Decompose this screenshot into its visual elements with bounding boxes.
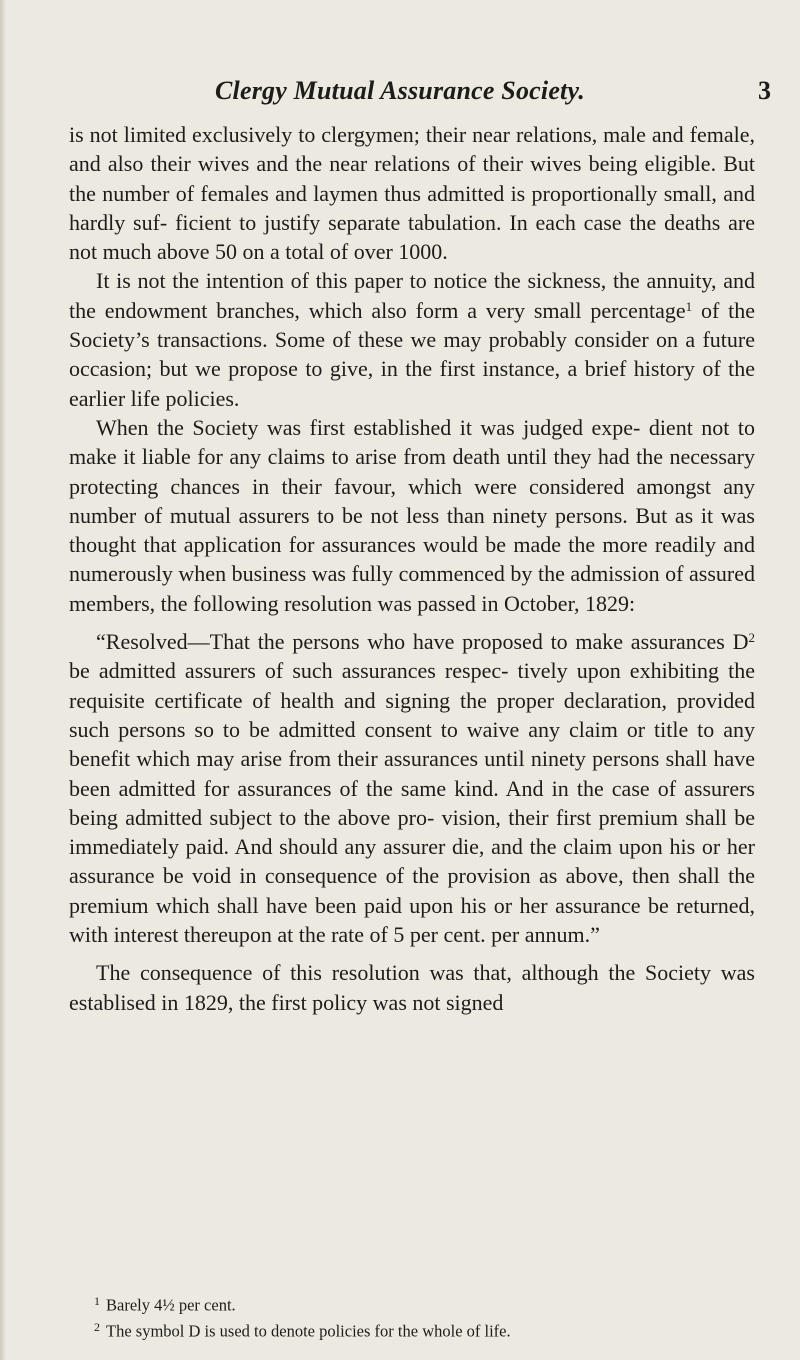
paragraph-2-part-a: It is not the intention of this paper to notice the sickness, the annuity, and the endowment branches, which also form a very small percentage bbox=[69, 268, 755, 323]
footnote-1 bbox=[69, 1290, 755, 1316]
paragraph-2-part-b: of the Society’s transactions. Some of these we may probably consider on a future occasion; but we propose to give, in the first instance, a brief history of the earlier life policies. bbox=[69, 297, 755, 411]
body-text bbox=[69, 120, 755, 1017]
resolution-quote-part-a: “Resolved—That the persons who have proposed to make assurances D bbox=[96, 629, 749, 655]
page-number: 3 bbox=[758, 76, 771, 105]
resolution-quote-part-b: be admitted assurers of such assurances respec- tively upon exhibiting the requisite certificate of health and signing the proper declaration, provided such persons so to be admitted consent to waive any claim or title to any benefit which may arise from their assurances until ninety persons shall have been admitted for assurances of the same kind. And in the case of assurers being admitted subject to the above pro- vision, their first premium shall be immediately paid. And should any assurer die, and the claim upon his or her assurance be void in consequence of the provision as above, then shall the premium which shall have been paid upon his or her assurance be returned, with interest thereupon at the rate of 5 per cent. per annum.” bbox=[69, 658, 755, 948]
resolution-quote bbox=[69, 627, 755, 949]
footnote-1-marker: 1 bbox=[94, 1294, 100, 1308]
footnote-2-marker: 2 bbox=[94, 1320, 100, 1335]
footnote-2-text: The symbol D is used to denote policies for the whole of life. bbox=[106, 1321, 511, 1341]
paragraph-2 bbox=[69, 266, 755, 412]
footnote-ref-1: 1 bbox=[685, 298, 693, 314]
paragraph-3: When the Society was first established it was judged expe- dient not to make it liable for any claims to arise from death until they had the necessary protecting chances in their favour, which were considered amongst any number of mutual assurers to be not less than ninety persons. But as it was thought that application for assurances would be made the more readily and numerously when business was fully commenced by the admission of assured members, the following resolution was passed in October, 1829: bbox=[69, 414, 755, 616]
footnote-ref-2: 2 bbox=[748, 629, 755, 645]
footnotes bbox=[69, 1290, 755, 1343]
paragraph-5: The consequence of this resolution was that, although the Society was establised in 1829, the first policy was not signed bbox=[69, 960, 755, 1015]
footnote-2 bbox=[69, 1316, 755, 1342]
page-edge-shadow bbox=[0, 0, 6, 1360]
running-title: Clergy Mutual Assurance Society. bbox=[215, 76, 585, 105]
footnote-1-text: Barely 4½ per cent. bbox=[106, 1295, 236, 1315]
paragraph-1: is not limited exclusively to clergymen; their near relations, male and female, and also their wives and the near relations of their wives being eligible. But the number of females and laymen thus admitted is proportionally small, and hardly suf- ficient to justify separate tabulation. In each case the deaths are not much above 50 on a total of over 1000. bbox=[69, 122, 755, 265]
